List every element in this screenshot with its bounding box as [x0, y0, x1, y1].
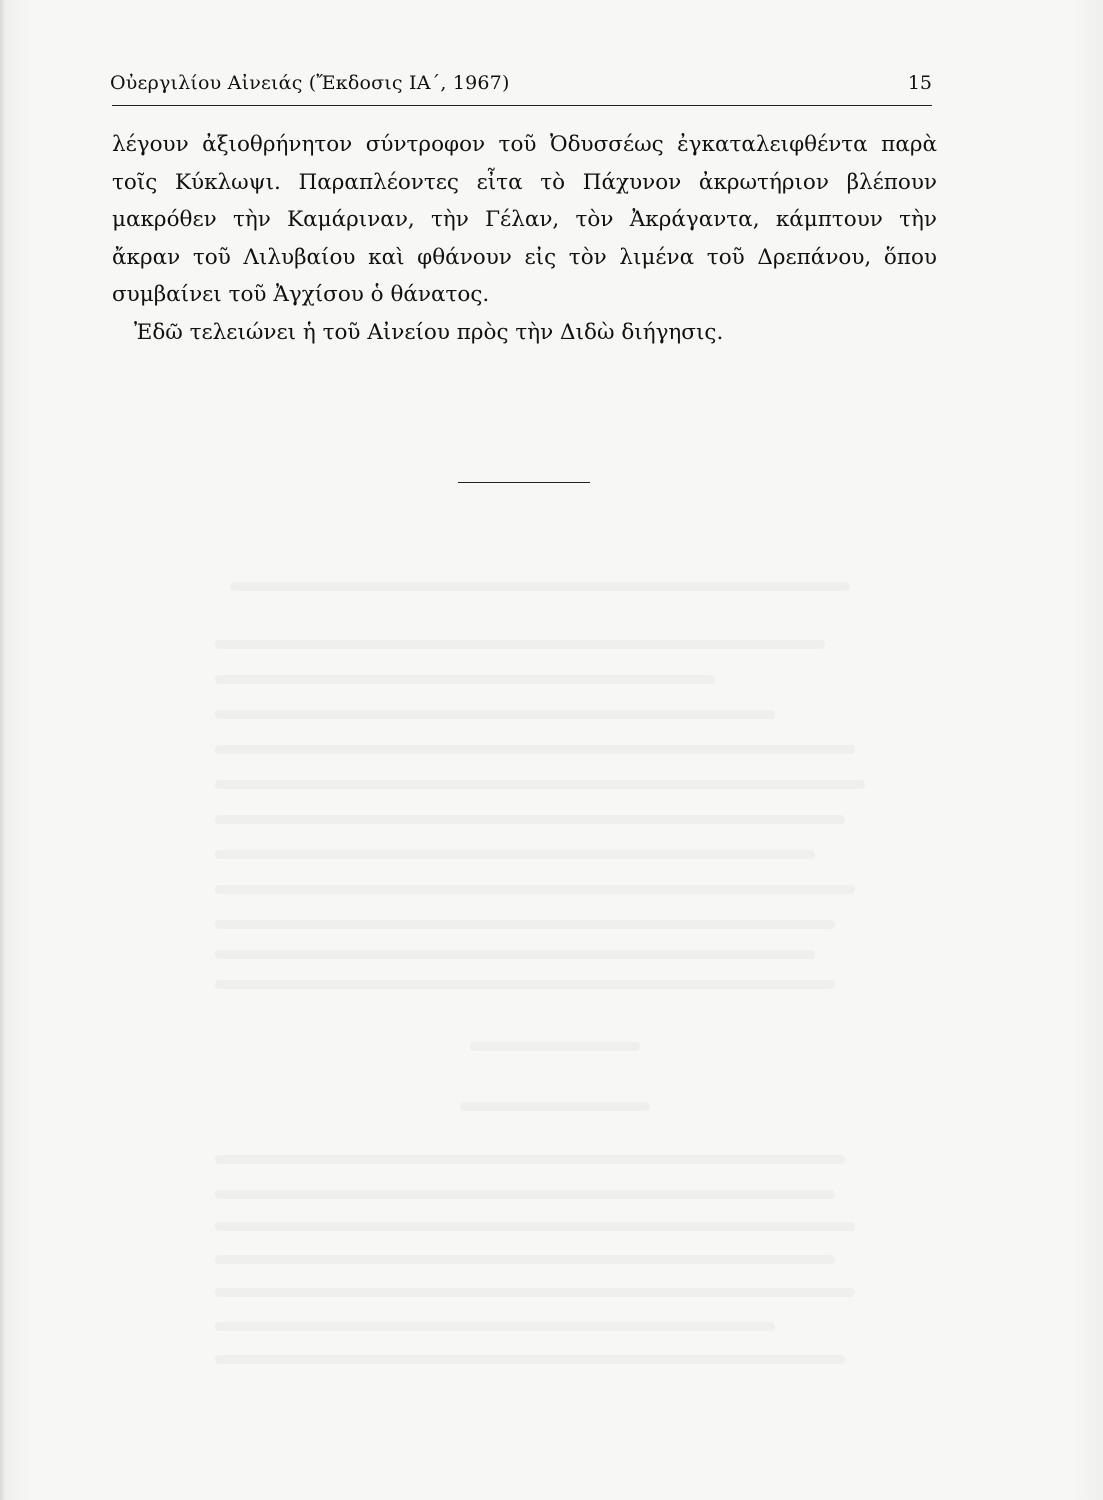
paragraph-2: Ἐδῶ τελειώνει ἡ τοῦ Αἰνείου πρὸς τὴν Διδὼ διήγησις. [134, 319, 724, 345]
running-header [110, 68, 932, 104]
text-line: τοῖς Κύκλωψι. Παραπλέοντες εἶτα τὸ Πάχυνον ἀκρωτήριον βλέπουν [112, 169, 937, 195]
body-text [112, 126, 937, 351]
header-rule [112, 105, 932, 106]
header-title: Οὐεργιλίου Αἰνειάς (Ἔκδοσις ΙΑ΄, 1967) [110, 72, 510, 94]
paragraph-1 [112, 126, 937, 314]
page-number: 15 [907, 72, 932, 94]
text-line: μακρόθεν τὴν Καμάριναν, τὴν Γέλαν, τὸν Ἀκράγαντα, κάμπτουν τὴν [112, 207, 937, 232]
section-divider [458, 482, 590, 483]
text-line: ἄκραν τοῦ Λιλυβαίου καὶ φθάνουν εἰς τὸν λιμένα τοῦ Δρεπάνου, ὅπου [112, 244, 937, 270]
text-line: συμβαίνει τοῦ Ἀγχίσου ὁ θάνατος. [112, 282, 490, 307]
text-line: λέγουν ἀξιοθρήνητον σύντροφον τοῦ Ὀδυσσέως ἐγκαταλειφθέντα παρὰ [112, 132, 937, 157]
